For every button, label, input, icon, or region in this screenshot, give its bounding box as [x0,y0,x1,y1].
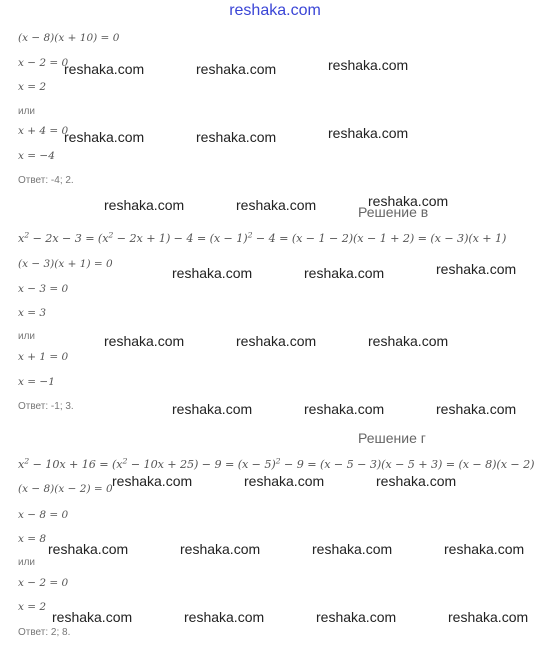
watermark: reshaka.com [244,473,325,489]
answer-text: Ответ: 2; 8. [18,627,71,638]
solution-heading: Решение в [358,204,429,220]
watermark: reshaka.com [104,333,185,349]
equation-root: x = 2 [18,81,47,93]
equation-root: x = −1 [18,376,55,388]
equation-linear: x + 1 = 0 [18,351,69,363]
answer-text: Ответ: -4; 2. [18,175,74,186]
equation-product-zero: (x − 8)(x − 2) = 0 [18,483,113,495]
answer-text: Ответ: -1; 3. [18,401,74,412]
equation-root: x = 8 [18,533,47,545]
equation-root: x = −4 [18,150,55,162]
equation-product-zero: (x − 8)(x + 10) = 0 [18,32,120,44]
watermark: reshaka.com [312,541,393,557]
watermark: reshaka.com [376,473,457,489]
watermark: reshaka.com [236,197,317,213]
equation-linear: x − 8 = 0 [18,509,69,521]
watermark: reshaka.com [104,197,185,213]
watermark: reshaka.com [112,473,193,489]
watermark: reshaka.com [328,125,409,141]
word-or: или [18,557,36,568]
watermark: reshaka.com [304,401,385,417]
equation-linear: x − 2 = 0 [18,577,69,589]
equation-factorization: $x^2 - 2x - 3 = (x^2 - 2x + 1) - 4 = (x - 1)^2 - 4 = (x - 1 - 2)(x - 1 + 2) = (x - 3)(x + 1)$ [18,230,507,245]
watermark: reshaka.com [448,609,529,625]
word-or: или [18,106,36,117]
watermark: reshaka.com [48,541,129,557]
site-title: reshaka.com [229,2,321,19]
watermark: reshaka.com [64,129,145,145]
watermark: reshaka.com [184,609,265,625]
word-or: или [18,331,36,342]
watermark: reshaka.com [436,261,517,277]
watermark: reshaka.com [196,61,277,77]
watermark: reshaka.com [436,401,517,417]
watermark: reshaka.com [328,57,409,73]
watermark: reshaka.com [172,401,253,417]
watermark: reshaka.com [368,193,449,209]
watermark: reshaka.com [180,541,261,557]
watermark: reshaka.com [444,541,525,557]
equation-linear: x − 2 = 0 [18,57,69,69]
watermark: reshaka.com [236,333,317,349]
equation-root: x = 3 [18,307,47,319]
equation-linear: x + 4 = 0 [18,125,69,137]
solution-heading: Решение г [358,430,426,446]
watermark: reshaka.com [64,61,145,77]
watermark: reshaka.com [172,265,253,281]
watermark: reshaka.com [304,265,385,281]
equation-root: x = 2 [18,601,47,613]
equation-factorization: $x^2 - 10x + 16 = (x^2 - 10x + 25) - 9 = (x - 5)^2 - 9 = (x - 5 - 3)(x - 5 + 3) = (x - 8)(x - 2)$ [18,456,535,471]
equation-linear: x − 3 = 0 [18,283,69,295]
watermark: reshaka.com [316,609,397,625]
equation-product-zero: (x − 3)(x + 1) = 0 [18,258,113,270]
watermark: reshaka.com [52,609,133,625]
watermark: reshaka.com [368,333,449,349]
watermark: reshaka.com [196,129,277,145]
